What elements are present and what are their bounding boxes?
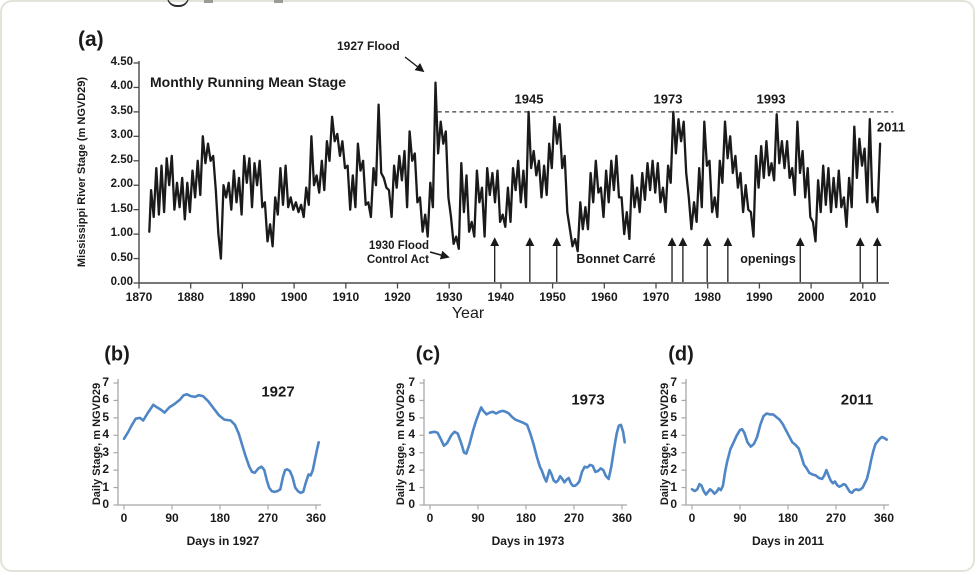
panel-a-x-tick-label: 1910	[332, 290, 360, 304]
panel-d-x-axis-title: Days in 2011	[751, 534, 825, 548]
panel-d-y-tick-label: 5	[670, 409, 677, 424]
panel-d-tag: (d)	[668, 343, 694, 366]
panel-c-y-tick-label: 2	[408, 462, 415, 477]
panel-c-y-axis-title: Daily Stage, m NGVD29	[395, 382, 407, 506]
panel-d-y-tick-label: 6	[670, 392, 677, 407]
panel-a-y-tick-label: 1.00	[110, 227, 133, 240]
panel-b-x-tick-label: 360	[305, 511, 327, 525]
panel-a-y-tick-label: 4.50	[110, 56, 133, 68]
panel-a-x-axis-title: Year	[451, 305, 485, 322]
panel-b-x-tick-label: 180	[209, 511, 231, 525]
dash-year-label-1945: 1945	[514, 91, 544, 107]
panel-a-x-tick-label: 1870	[125, 290, 153, 304]
panel-a-y-tick-label: 0.00	[110, 276, 133, 288]
panel-d-x-tick-label: 270	[825, 511, 847, 525]
arrow-1930-flood-control-act	[430, 252, 448, 257]
panel-d-x-tick-label: 180	[777, 511, 799, 525]
panel-c-x-tick-label: 360	[611, 511, 633, 525]
panel-d-x-tick-label: 0	[688, 511, 696, 525]
panel-d-y-axis-title: Daily Stage, m NGVD29	[659, 382, 671, 506]
panel-a-x-tick-label: 1900	[280, 290, 308, 304]
panel-d-y-tick-label: 2	[670, 462, 677, 477]
panel-a-y-tick-label: 3.00	[110, 129, 133, 142]
panel-d-y-tick-label: 4	[670, 427, 677, 442]
panel-d-x-tick-label: 360	[873, 511, 895, 525]
annotation-openings: openings	[740, 252, 796, 266]
panel-d-x-tick-label: 90	[733, 511, 747, 525]
panel-a-x-tick-label: 1950	[539, 290, 566, 304]
panel-a-y-tick-label: 4.00	[110, 80, 133, 93]
panel-b-x-axis-title: Days in 1927	[186, 534, 260, 548]
panel-a-y-tick-label: 0.50	[110, 251, 133, 264]
panel-c-x-tick-label: 0	[426, 511, 434, 525]
panel-b-y-tick-label: 6	[102, 392, 109, 407]
panel-b-x-tick-label: 90	[165, 511, 179, 525]
panel-a-x-tick-label: 1980	[694, 290, 722, 304]
panel-a-y-axis-title: Mississippi River Stage (m NGVD29)	[76, 76, 88, 268]
annotation-1930-flood-control-act	[345, 240, 429, 267]
annotation-bonnet-carre: Bonnet Carré	[576, 252, 656, 266]
panel-a-title: Monthly Running Mean Stage	[150, 74, 346, 90]
end-year-label-2011: 2011	[876, 119, 906, 135]
panel-c-x-axis-title: Days in 1973	[491, 534, 565, 548]
panel-a-x-tick-label: 1890	[229, 290, 256, 304]
panel-b-y-tick-label: 7	[102, 375, 109, 389]
panel-b-y-tick-label: 3	[102, 444, 109, 459]
panel-c-y-tick-label: 3	[408, 444, 415, 459]
panel-c-y-tick-label: 0	[408, 497, 415, 511]
panel-a-x-tick-label: 1920	[384, 290, 411, 304]
panel-c-x-tick-label: 180	[515, 511, 537, 525]
panel-b-y-tick-label: 0	[102, 497, 109, 511]
panel-c-y-tick-label: 4	[408, 427, 415, 442]
panel-a-x-tick-label: 1930	[435, 290, 463, 304]
annotation-line-1: 1930 Flood	[368, 240, 429, 252]
panel-a-x-tick-label: 1970	[642, 290, 670, 304]
panel-a-y-tick-label: 2.50	[110, 153, 133, 166]
panel-b-x-tick-label: 270	[257, 511, 279, 525]
panel-c-x-tick-label: 90	[471, 511, 485, 525]
panel-d-y-tick-label: 1	[670, 479, 677, 494]
panel-c-y-tick-label: 1	[408, 479, 415, 494]
panel-a-x-tick-label: 1940	[487, 290, 515, 304]
panel-d-year-label: 2011	[840, 391, 874, 409]
panel-a-x-tick-label: 2000	[797, 290, 825, 304]
panel-c-year-label: 1973	[571, 391, 605, 409]
panel-a-tag: (a)	[78, 28, 104, 51]
panel-b-tag: (b)	[104, 343, 130, 366]
panel-b-y-axis-title: Daily Stage, m NGVD29	[91, 382, 103, 506]
panel-b-y-tick-label: 1	[102, 479, 109, 494]
dash-year-label-1973: 1973	[653, 91, 683, 107]
annotation-1927-flood: 1927 Flood	[337, 39, 400, 53]
panel-d-y-tick-label: 7	[670, 375, 677, 389]
panel-b-y-tick-label: 2	[102, 462, 109, 477]
panel-a-y-tick-label: 3.50	[110, 104, 133, 117]
series-monthly-running-mean	[149, 83, 880, 259]
panel-c-x-tick-label: 270	[563, 511, 585, 525]
annotation-line-2: Control Act	[366, 253, 429, 266]
panel-a-x-tick-label: 2010	[849, 290, 877, 304]
panel-a-y-tick-label: 2.00	[110, 178, 133, 191]
panel-a-x-tick-label: 1990	[746, 290, 773, 304]
arrow-1927-flood	[405, 57, 423, 71]
panel-b-x-tick-label: 0	[120, 511, 128, 525]
panel-d-y-tick-label: 3	[670, 444, 677, 459]
panel-c-y-tick-label: 6	[408, 392, 415, 407]
panel-c-y-tick-label: 5	[408, 409, 415, 424]
panel-a-x-tick-label: 1880	[177, 290, 205, 304]
dash-year-label-1993: 1993	[756, 91, 786, 107]
panel-b-y-tick-label: 4	[102, 427, 109, 442]
panel-d-y-tick-label: 0	[670, 497, 677, 511]
panel-c-tag: (c)	[415, 343, 441, 366]
panel-a-x-tick-label: 1960	[590, 290, 618, 304]
series-daily-stage-1927	[124, 394, 319, 493]
panel-b-year-label: 1927	[261, 383, 295, 401]
series-daily-stage-2011	[692, 414, 887, 495]
series-daily-stage-1973	[430, 407, 625, 485]
panel-b-y-tick-label: 5	[102, 409, 109, 424]
panel-c-y-tick-label: 7	[408, 375, 415, 389]
panel-a-y-tick-label: 1.50	[110, 202, 133, 215]
